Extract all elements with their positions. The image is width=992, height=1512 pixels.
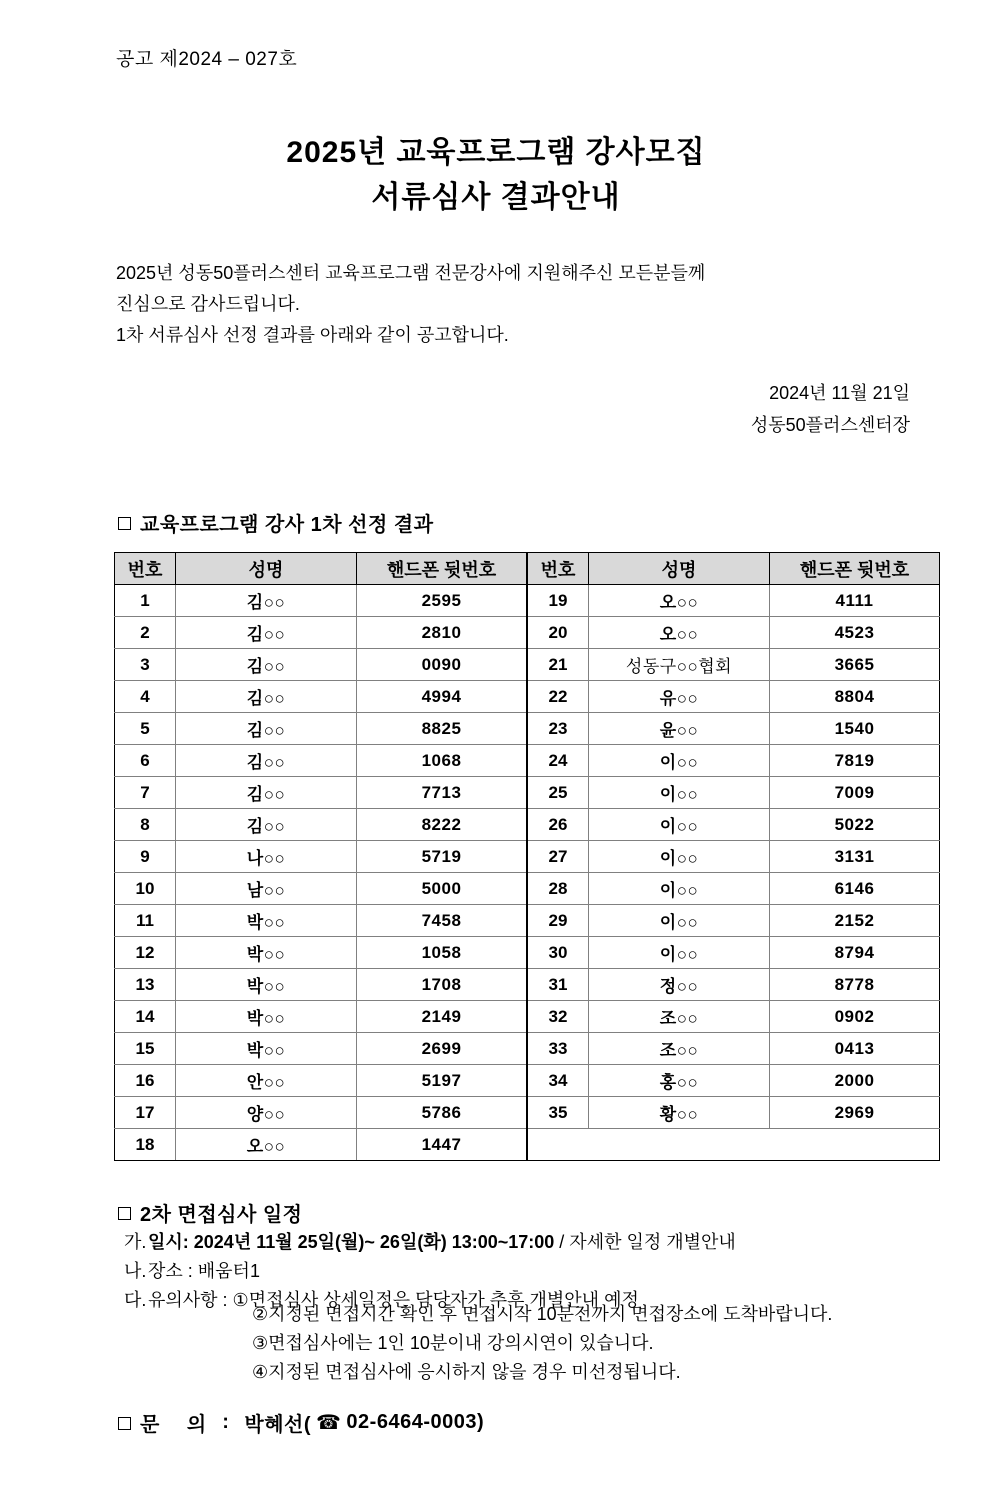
signature-block (751, 378, 910, 441)
cell-name-left: 양○○ (176, 1097, 357, 1129)
cell-phone-right: 8794 (770, 937, 940, 969)
cell-no-right: 34 (527, 1065, 589, 1097)
intro-line-2: 진심으로 감사드립니다. (116, 293, 300, 314)
schedule-item-text: 유의사항 : ①면접심사 상세일정은 담당자가 추후 개별안내 예정 (148, 1290, 639, 1311)
cell-name-right: 이○○ (589, 905, 770, 937)
table-row (115, 1097, 940, 1129)
cell-name-right: 이○○ (589, 873, 770, 905)
cell-name-left: 김○○ (176, 745, 357, 777)
cell-no-right: 23 (527, 713, 589, 745)
cell-name-left: 오○○ (176, 1129, 357, 1161)
results-heading-label: 교육프로그램 강사 1차 선정 결과 (140, 514, 434, 536)
cell-name-right: 오○○ (589, 585, 770, 617)
cell-phone-right: 8778 (770, 969, 940, 1001)
cell-name-right: 유○○ (589, 681, 770, 713)
schedule-item-marker: 가. (124, 1232, 147, 1252)
cell-name-left: 박○○ (176, 905, 357, 937)
cell-phone-left: 0090 (357, 649, 528, 681)
cell-phone-left: 2149 (357, 1001, 528, 1033)
cell-phone-left: 2810 (357, 617, 528, 649)
cell-phone-right: 3665 (770, 649, 940, 681)
cell-no-right: 26 (527, 809, 589, 841)
column-header-name-left: 성명 (176, 553, 357, 585)
cell-phone-left: 5786 (357, 1097, 528, 1129)
cell-phone-left: 2595 (357, 585, 528, 617)
table-row (115, 937, 940, 969)
cell-name-right: 성동구○○협회 (589, 649, 770, 681)
cell-phone-left: 1708 (357, 969, 528, 1001)
cell-name-left: 박○○ (176, 937, 357, 969)
cell-phone-left: 2699 (357, 1033, 528, 1065)
table-row (115, 1129, 940, 1161)
schedule-item-text: / 자세한 일정 개별안내 (554, 1232, 736, 1252)
cell-name-right: 이○○ (589, 777, 770, 809)
schedule-note: ②지정된 면접시간 확인 후 면접시작 10분전까지 면접장소에 도착바랍니다. (252, 1304, 833, 1324)
cell-no-right: 28 (527, 873, 589, 905)
cell-phone-left: 8825 (357, 713, 528, 745)
table-header (115, 553, 940, 585)
contact-section-heading (118, 1408, 484, 1437)
cell-no-left: 16 (115, 1065, 176, 1097)
table-header-row (115, 553, 940, 585)
cell-no-left: 4 (115, 681, 176, 713)
column-header-no-right: 번호 (527, 553, 589, 585)
cell-no-right: 29 (527, 905, 589, 937)
cell-no-right: 27 (527, 841, 589, 873)
intro-line-3: 1차 서류심사 선정 결과를 아래와 같이 공고합니다. (116, 324, 509, 345)
cell-name-right: 오○○ (589, 617, 770, 649)
schedule-item-strong-text: 일시: 2024년 11월 25일(월)~ 26일(화) 13:00~17:00 (148, 1232, 555, 1252)
cell-name-left: 박○○ (176, 969, 357, 1001)
schedule-item-marker: 다. (124, 1290, 147, 1311)
contact-person: 박혜선( (244, 1414, 311, 1436)
telephone-icon: ☎ (316, 1412, 342, 1434)
title-line-1: 2025년 교육프로그램 강사모집 (286, 136, 706, 169)
table-row (115, 745, 940, 777)
intro-paragraph (116, 258, 705, 351)
cell-name-left: 안○○ (176, 1065, 357, 1097)
cell-phone-left: 8222 (357, 809, 528, 841)
square-bullet-icon (118, 517, 131, 530)
schedule-note: ③면접심사에는 1인 10분이내 강의시연이 있습니다. (252, 1333, 654, 1354)
schedule-note: ④지정된 면접심사에 응시하지 않을 경우 미선정됩니다. (252, 1362, 681, 1383)
cell-name-right: 윤○○ (589, 713, 770, 745)
cell-name-right: 정○○ (589, 969, 770, 1001)
cell-no-right: 24 (527, 745, 589, 777)
table-row (115, 841, 940, 873)
page-title (0, 130, 992, 220)
cell-no-left: 18 (115, 1129, 176, 1161)
cell-no-left: 6 (115, 745, 176, 777)
cell-no-right: 22 (527, 681, 589, 713)
signer-name: 성동50플러스센터장 (750, 414, 910, 435)
cell-no-right: 32 (527, 1001, 589, 1033)
cell-name-right (589, 1129, 770, 1161)
table-row (115, 1033, 940, 1065)
cell-name-left: 김○○ (176, 681, 357, 713)
cell-no-left: 11 (115, 905, 176, 937)
cell-no-left: 3 (115, 649, 176, 681)
cell-phone-right: 4111 (770, 585, 940, 617)
schedule-item-marker: 나. (124, 1261, 147, 1282)
schedule-section-heading (118, 1198, 302, 1227)
cell-no-left: 10 (115, 873, 176, 905)
cell-no-left: 14 (115, 1001, 176, 1033)
schedule-heading-label: 2차 면접심사 일정 (140, 1204, 303, 1226)
table-body (115, 585, 940, 1161)
cell-phone-right: 2000 (770, 1065, 940, 1097)
cell-no-left: 7 (115, 777, 176, 809)
cell-no-right: 20 (527, 617, 589, 649)
cell-phone-right: 4523 (770, 617, 940, 649)
cell-phone-left: 5719 (357, 841, 528, 873)
intro-line-1: 2025년 성동50플러스센터 교육프로그램 전문강사에 지원해주신 모든분들께 (116, 263, 706, 283)
schedule-item (124, 1257, 736, 1286)
cell-phone-right: 8804 (770, 681, 940, 713)
cell-no-left: 9 (115, 841, 176, 873)
cell-no-right: 19 (527, 585, 589, 617)
cell-phone-left: 5197 (357, 1065, 528, 1097)
column-header-no-left: 번호 (115, 553, 176, 585)
results-section-heading (118, 508, 434, 537)
cell-no-right: 31 (527, 969, 589, 1001)
table-row (115, 1001, 940, 1033)
cell-phone-right: 3131 (770, 841, 940, 873)
cell-phone-left: 1068 (357, 745, 528, 777)
table-row (115, 649, 940, 681)
cell-name-left: 김○○ (176, 809, 357, 841)
title-line-2: 서류심사 결과안내 (371, 181, 621, 214)
table-row (115, 585, 940, 617)
cell-no-right: 33 (527, 1033, 589, 1065)
cell-phone-left: 7458 (357, 905, 528, 937)
cell-phone-left: 1447 (357, 1129, 528, 1161)
cell-name-left: 김○○ (176, 777, 357, 809)
cell-no-right (527, 1129, 589, 1161)
schedule-item-text: 장소 : 배움터1 (148, 1261, 260, 1282)
cell-phone-right: 2152 (770, 905, 940, 937)
schedule-item (124, 1228, 736, 1257)
cell-name-right: 이○○ (589, 841, 770, 873)
cell-phone-right: 7819 (770, 745, 940, 777)
cell-name-left: 박○○ (176, 1033, 357, 1065)
table-row (115, 969, 940, 1001)
announcement-date: 2024년 11월 21일 (769, 383, 910, 403)
table-row (115, 873, 940, 905)
cell-phone-right: 0413 (770, 1033, 940, 1065)
cell-name-left: 박○○ (176, 1001, 357, 1033)
cell-phone-left: 5000 (357, 873, 528, 905)
contact-colon: : (222, 1411, 230, 1433)
cell-phone-left: 1058 (357, 937, 528, 969)
square-bullet-icon (118, 1207, 131, 1220)
table-row (115, 777, 940, 809)
cell-name-right: 홍○○ (589, 1065, 770, 1097)
table-row (115, 905, 940, 937)
cell-phone-right: 0902 (770, 1001, 940, 1033)
column-header-phone-right: 핸드폰 뒷번호 (770, 553, 940, 585)
cell-name-left: 김○○ (176, 649, 357, 681)
cell-no-left: 17 (115, 1097, 176, 1129)
cell-name-right: 이○○ (589, 937, 770, 969)
cell-phone-right: 7009 (770, 777, 940, 809)
contact-label: 문 의 (140, 1414, 218, 1436)
cell-no-right: 21 (527, 649, 589, 681)
table-row (115, 617, 940, 649)
cell-name-right: 황○○ (589, 1097, 770, 1129)
square-bullet-icon (118, 1417, 131, 1430)
table-row (115, 681, 940, 713)
document-number: 공고 제2024 – 027호 (116, 49, 298, 70)
column-header-phone-left: 핸드폰 뒷번호 (357, 553, 528, 585)
cell-phone-right: 1540 (770, 713, 940, 745)
cell-phone-right: 6146 (770, 873, 940, 905)
cell-no-left: 12 (115, 937, 176, 969)
cell-name-left: 김○○ (176, 713, 357, 745)
cell-name-left: 남○○ (176, 873, 357, 905)
cell-name-right: 이○○ (589, 809, 770, 841)
cell-phone-left: 7713 (357, 777, 528, 809)
results-table (114, 552, 940, 1161)
cell-name-right: 이○○ (589, 745, 770, 777)
cell-no-right: 30 (527, 937, 589, 969)
cell-no-left: 2 (115, 617, 176, 649)
cell-phone-right: 2969 (770, 1097, 940, 1129)
cell-name-left: 나○○ (176, 841, 357, 873)
cell-no-left: 1 (115, 585, 176, 617)
cell-no-right: 25 (527, 777, 589, 809)
cell-no-left: 13 (115, 969, 176, 1001)
cell-no-left: 8 (115, 809, 176, 841)
column-header-name-right: 성명 (589, 553, 770, 585)
schedule-notes (252, 1300, 832, 1387)
cell-phone-right (770, 1129, 940, 1161)
cell-name-left: 김○○ (176, 617, 357, 649)
cell-no-right: 35 (527, 1097, 589, 1129)
cell-name-right: 조○○ (589, 1033, 770, 1065)
cell-phone-left: 4994 (357, 681, 528, 713)
contact-phone: 02-6464-0003) (346, 1411, 485, 1433)
cell-no-left: 5 (115, 713, 176, 745)
cell-name-left: 김○○ (176, 585, 357, 617)
table-row (115, 809, 940, 841)
table-row (115, 713, 940, 745)
cell-phone-right: 5022 (770, 809, 940, 841)
table-row (115, 1065, 940, 1097)
cell-name-right: 조○○ (589, 1001, 770, 1033)
cell-no-left: 15 (115, 1033, 176, 1065)
